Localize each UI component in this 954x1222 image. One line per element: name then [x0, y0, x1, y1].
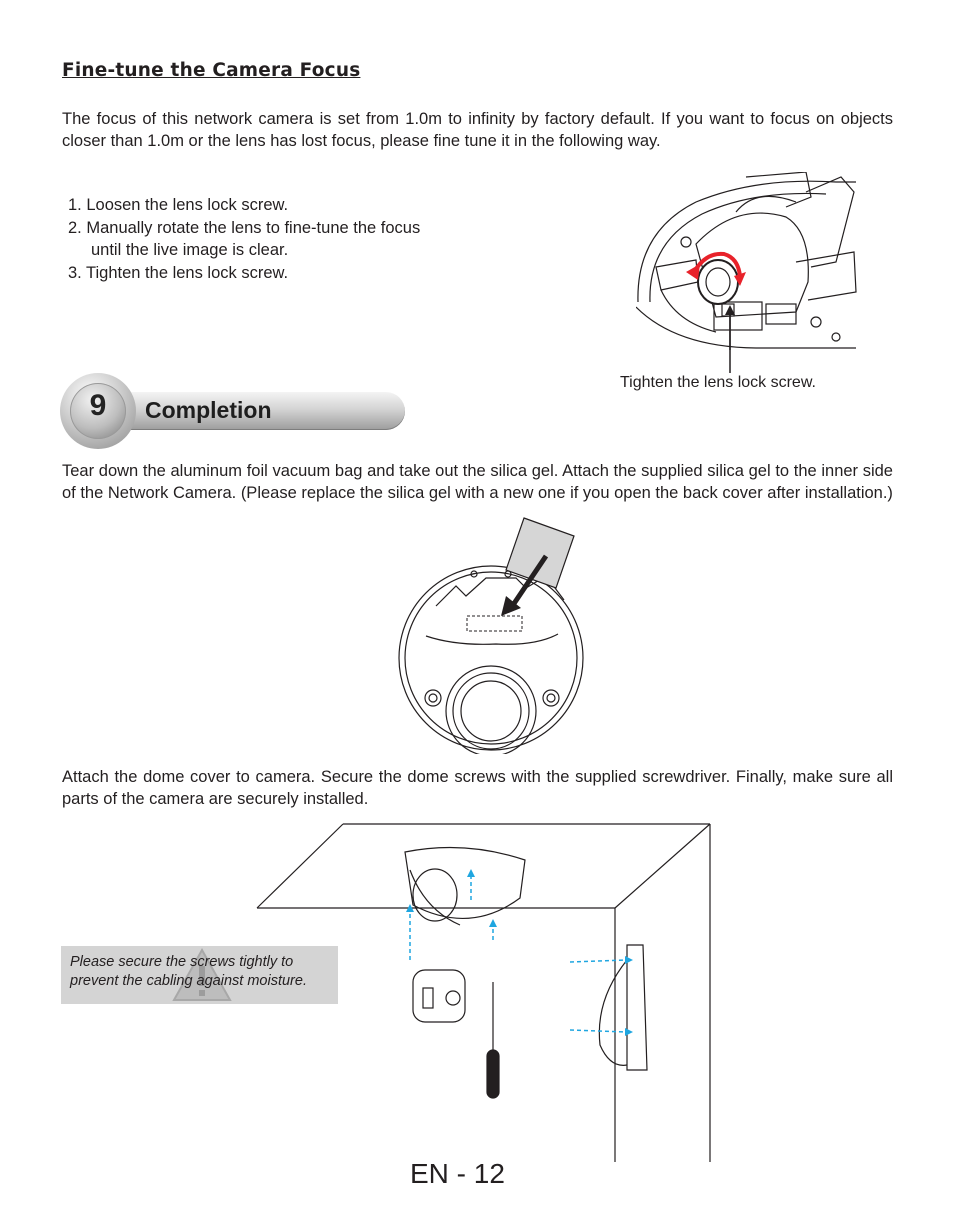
lens-illustration — [636, 172, 858, 350]
step-3: 3. Tighten the lens lock screw. — [68, 263, 289, 282]
note-line-1: Please secure the screws tightly to — [70, 954, 294, 970]
dome-paragraph: Attach the dome cover to camera. Secure the dome screws with the supplied screwdriver. Finally, make sure all parts of the camera are securely installed. — [62, 768, 893, 808]
lens-caption: Tighten the lens lock screw. — [620, 374, 816, 391]
intro-paragraph: The focus of this network camera is set from 1.0m to infinity by factory default. If you want to focus on objects closer than 1.0m or the lens has lost focus, please fine tune it in the following way. — [62, 110, 893, 150]
note-text — [70, 953, 307, 991]
section-heading: Fine-tune the Camera Focus — [62, 60, 361, 81]
page-number: EN - 12 — [410, 1158, 505, 1189]
note-line-2: prevent the cabling against moisture. — [70, 973, 307, 989]
banner-title: Completion — [145, 397, 272, 423]
pointer-arrow-icon — [722, 305, 738, 373]
step-2-continued: until the live image is clear. — [91, 241, 289, 259]
silica-paragraph: Tear down the aluminum foil vacuum bag and take out the silica gel. Attach the supplied silica gel to the inner side of the Network Camera. (Please replace the silica gel with a new one if you open the back cover after installation.) — [62, 462, 893, 502]
silica-gel-illustration — [396, 516, 596, 754]
step-2: 2. Manually rotate the lens to fine-tune the focus — [68, 218, 421, 237]
step-1: 1. Loosen the lens lock screw. — [68, 196, 289, 214]
step-number: 9 — [89, 389, 107, 422]
focus-steps-list — [68, 194, 420, 284]
